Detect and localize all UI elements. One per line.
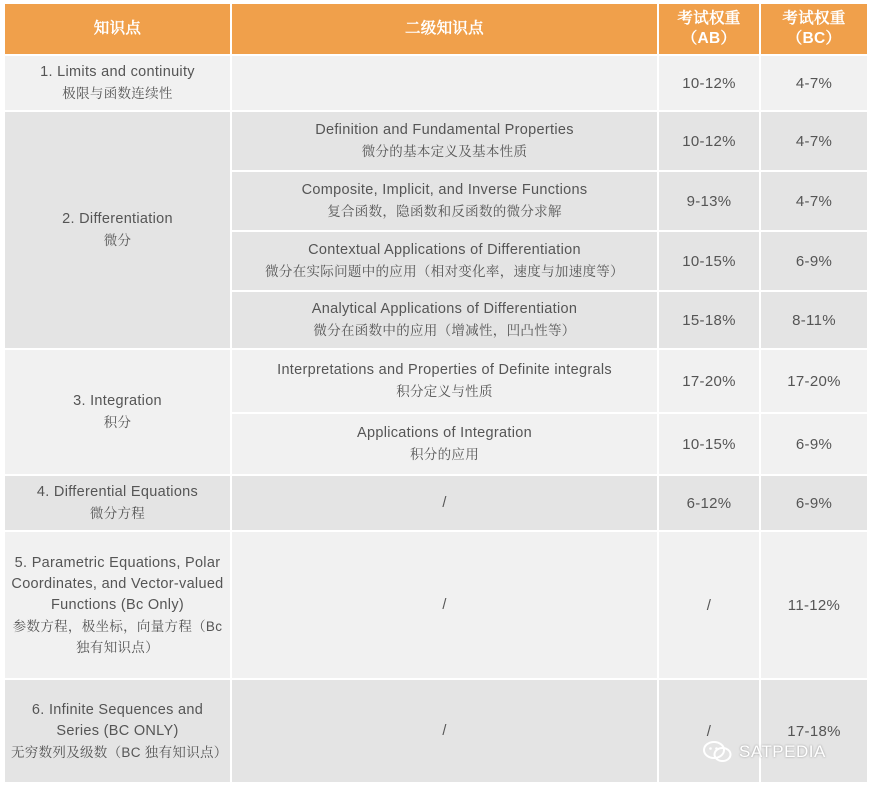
bc-weight-cell: 6-9% [760, 231, 868, 291]
ab-weight-cell: 10-15% [658, 231, 760, 291]
table-row [4, 679, 868, 783]
subtopic-cell [231, 111, 658, 171]
bc-weight-cell: 8-11% [760, 291, 868, 349]
subtopic-cell [231, 171, 658, 231]
bc-weight-cell: 17-20% [760, 349, 868, 413]
topic-en: 3. Integration [73, 393, 162, 409]
header-bc-tag: （BC） [786, 30, 842, 47]
topic-cell [4, 349, 231, 475]
table-row [4, 475, 868, 531]
subtopic-cell [231, 55, 658, 111]
header-bc-weight [760, 3, 868, 55]
header-ab-label: 考试权重 [677, 10, 741, 27]
subtopic-cn: 积分的应用 [410, 447, 479, 462]
subtopic-en: Contextual Applications of Differentiation [308, 242, 581, 258]
table-row [4, 55, 868, 111]
subtopic-cn: 微分的基本定义及基本性质 [361, 144, 528, 159]
header-row [4, 3, 868, 55]
ab-weight-cell: 9-13% [658, 171, 760, 231]
wechat-icon [703, 740, 733, 764]
subtopic-en: Applications of Integration [357, 425, 532, 441]
subtopic-cn: 微分在实际问题中的应用（相对变化率，速度与加速度等） [265, 264, 624, 279]
subtopic-cell [231, 291, 658, 349]
topic-cn: 微分 [103, 233, 132, 248]
topic-cn: 极限与函数连续性 [62, 86, 173, 101]
bc-weight-cell: 11-12% [760, 531, 868, 679]
table-row [4, 531, 868, 679]
topic-cn: 参数方程，极坐标，向量方程（Bc独有知识点） [12, 618, 223, 655]
subtopic-en: Interpretations and Properties of Definite integrals [277, 362, 612, 378]
watermark [703, 740, 826, 764]
subtopic-en: Definition and Fundamental Properties [315, 122, 574, 138]
subtopic-cell [231, 413, 658, 475]
subtopic-en: Analytical Applications of Differentiation [311, 301, 578, 317]
header-subtopic: 二级知识点 [231, 3, 658, 55]
ab-weight-cell: 10-12% [658, 55, 760, 111]
topic-cell [4, 475, 231, 531]
bc-weight-cell: 6-9% [760, 413, 868, 475]
topic-cn: 积分 [103, 415, 132, 430]
header-ab-weight [658, 3, 760, 55]
ab-weight-cell: / [658, 679, 760, 783]
topic-cn: 无穷数列及级数（BC 独有知识点） [11, 744, 228, 760]
bc-weight-cell: 4-7% [760, 171, 868, 231]
header-topic: 知识点 [4, 3, 231, 55]
ab-weight-cell: / [658, 531, 760, 679]
subtopic-cn: 微分在函数中的应用（增减性，凹凸性等） [313, 323, 576, 338]
topic-cell [4, 55, 231, 111]
bc-weight-cell: 4-7% [760, 55, 868, 111]
topic-en: 5. Parametric Equations, Polar Coordinates, and Vector-valued Functions (Bc Only) [11, 554, 224, 613]
ab-weight-cell: 15-18% [658, 291, 760, 349]
subtopic-cn: 积分定义与性质 [396, 384, 493, 399]
topic-en: 4. Differential Equations [36, 484, 199, 500]
subtopic-cell: / [231, 679, 658, 783]
topic-cell [4, 111, 231, 349]
topic-cell [4, 531, 231, 679]
ab-weight-cell: 10-15% [658, 413, 760, 475]
subtopic-cell [231, 349, 658, 413]
subtopic-en: Composite, Implicit, and Inverse Functions [301, 182, 588, 198]
watermark-text: SATPEDIA [739, 742, 826, 761]
topic-en: 2. Differentiation [62, 211, 173, 227]
topic-cn: 微分方程 [89, 506, 146, 521]
subtopic-cell [231, 231, 658, 291]
table-row [4, 111, 868, 171]
subtopic-cell: / [231, 531, 658, 679]
topic-en: 6. Infinite Sequences and Series (BC ONLY) [31, 701, 204, 739]
table-row [4, 349, 868, 413]
ab-weight-cell: 17-20% [658, 349, 760, 413]
subtopic-cell: / [231, 475, 658, 531]
topic-cell [4, 679, 231, 783]
bc-weight-cell: 17-18% [760, 679, 868, 783]
ap-calculus-weight-table [3, 2, 869, 784]
bc-weight-cell: 4-7% [760, 111, 868, 171]
bc-weight-cell: 6-9% [760, 475, 868, 531]
header-ab-tag: （AB） [681, 30, 737, 47]
subtopic-cn: 复合函数，隐函数和反函数的微分求解 [327, 204, 562, 219]
header-bc-label: 考试权重 [782, 10, 846, 27]
ab-weight-cell: 6-12% [658, 475, 760, 531]
ab-weight-cell: 10-12% [658, 111, 760, 171]
topic-en: 1. Limits and continuity [40, 64, 195, 80]
